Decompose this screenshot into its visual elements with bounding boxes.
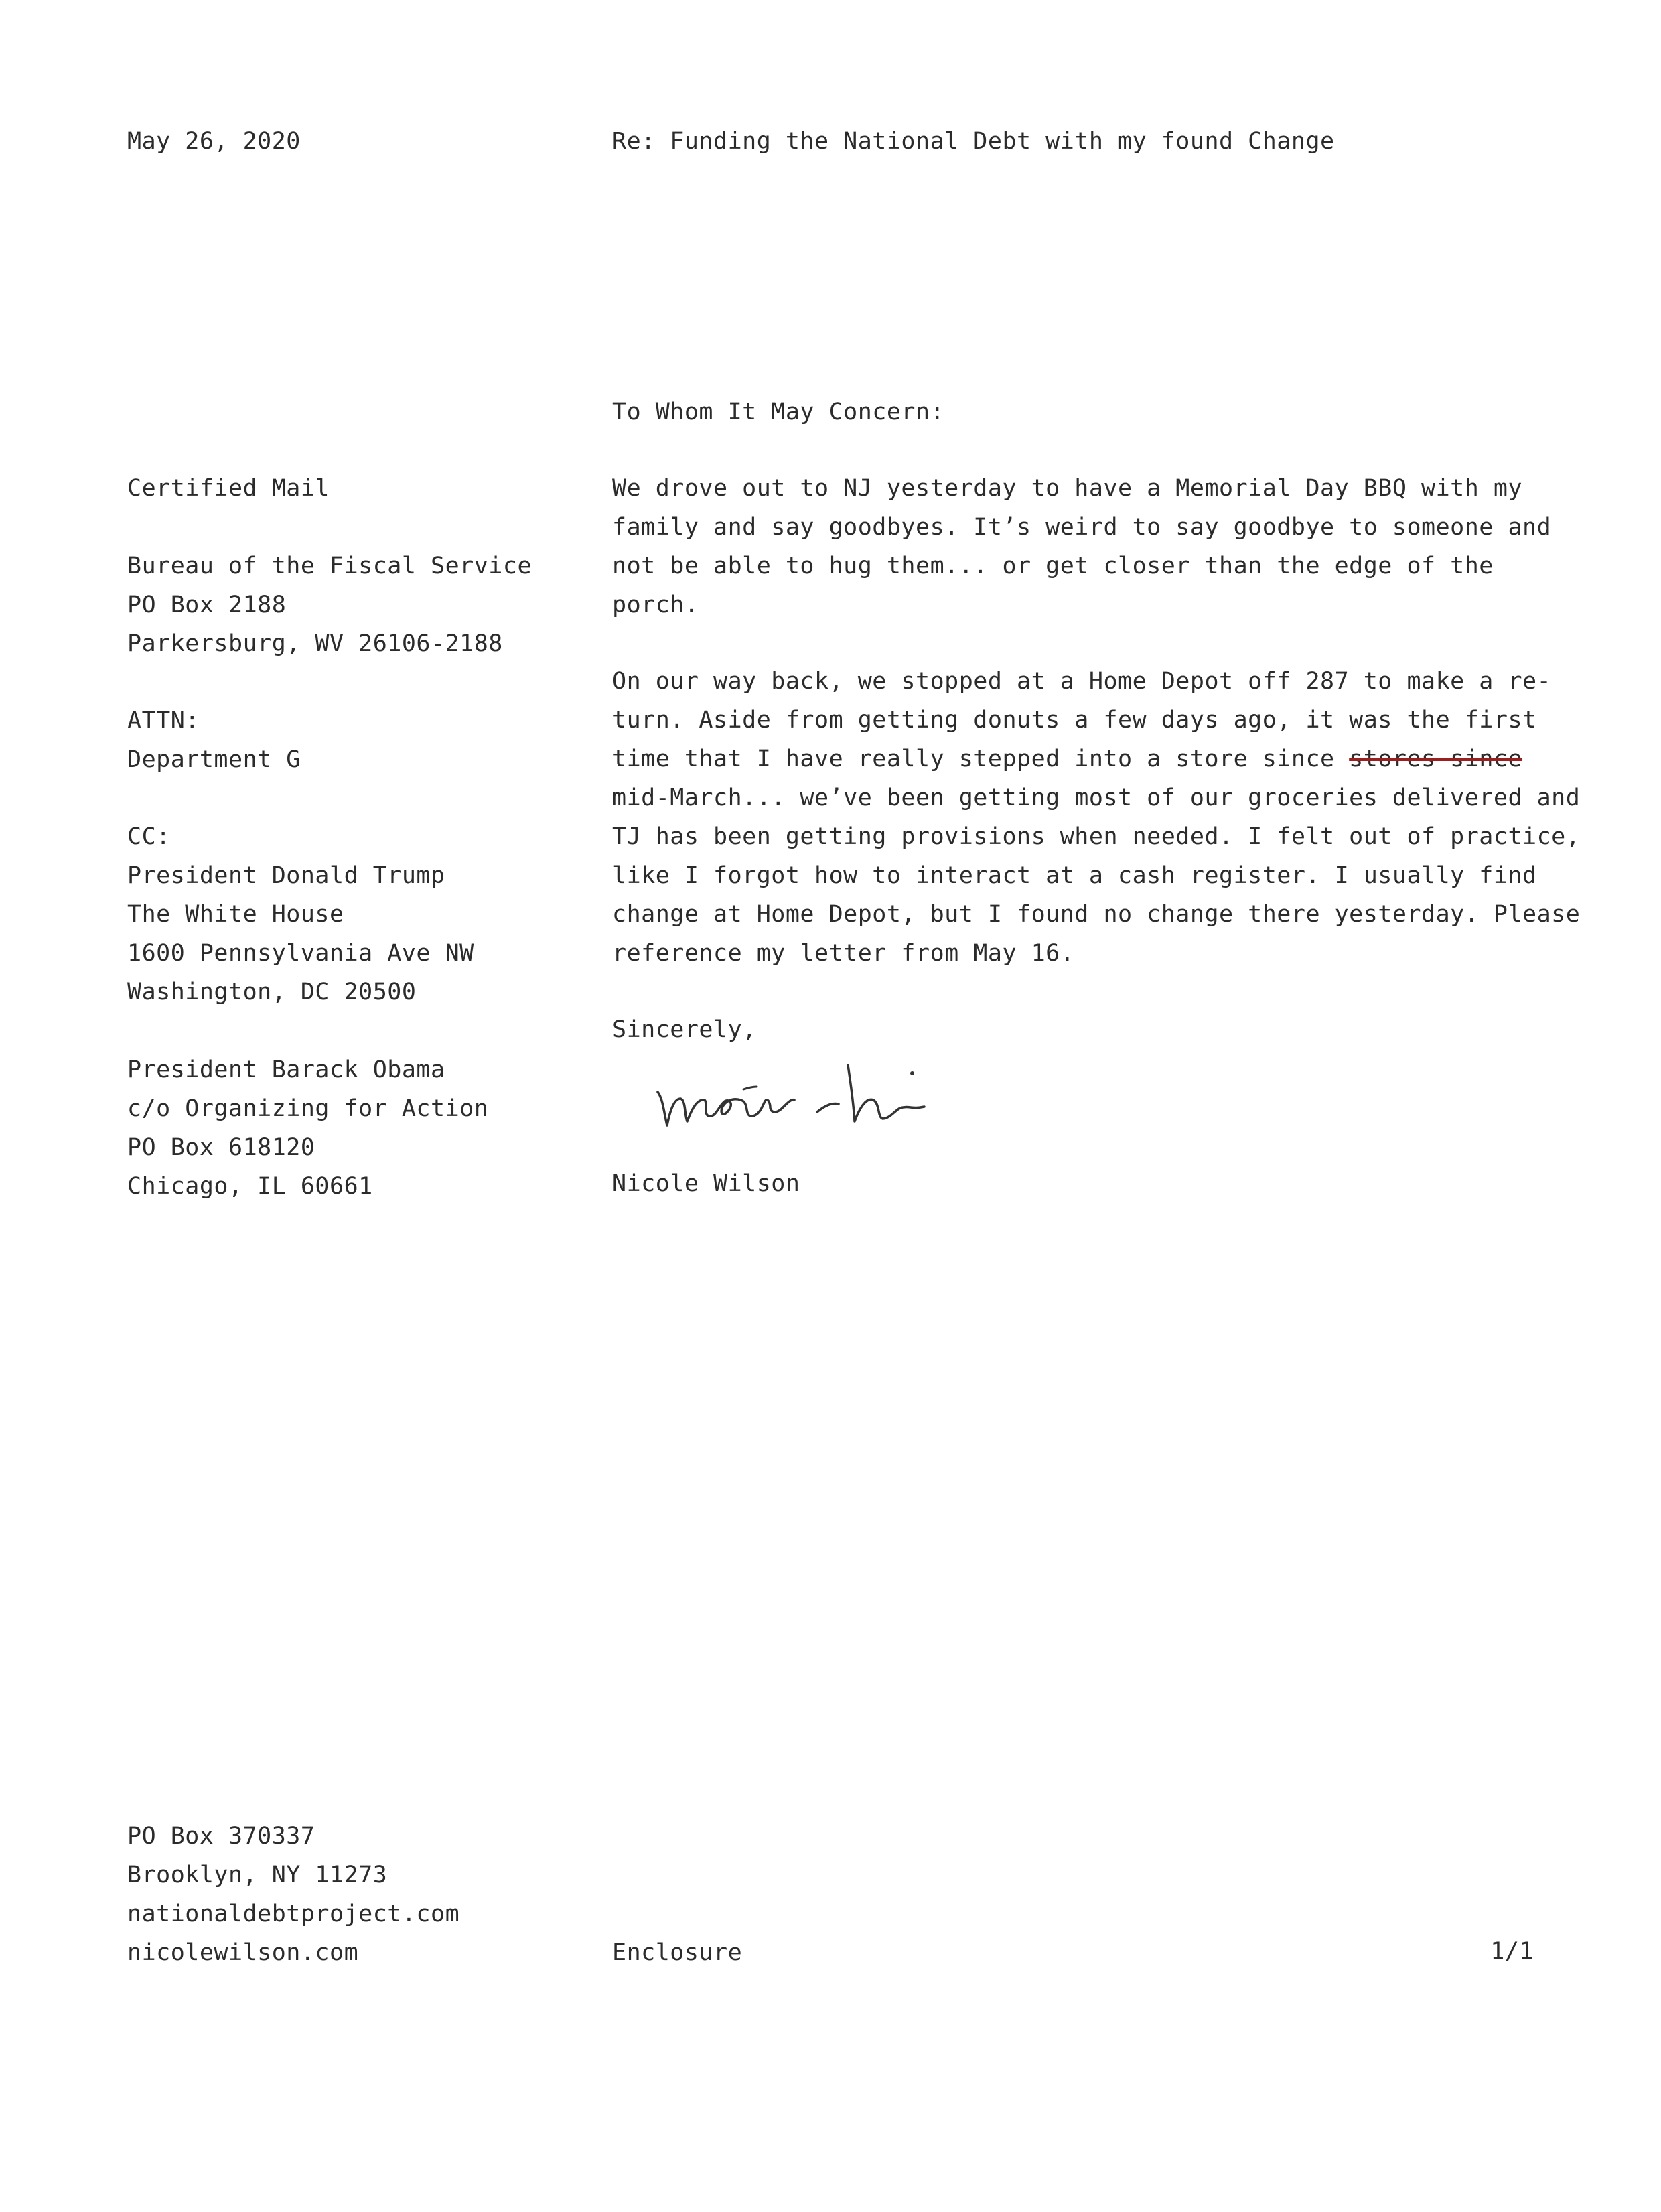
cc-address-line: c/o Organizing for Action	[127, 1095, 489, 1122]
address-line: PO Box 2188	[127, 592, 287, 618]
sender-website: nicolewilson.com	[127, 1939, 359, 1966]
cc-label: CC:	[127, 823, 171, 850]
enclosure-note: Enclosure	[612, 1939, 743, 1966]
body-paragraph-2	[612, 662, 1580, 973]
letter-subject: Re: Funding the National Debt with my found Change	[612, 128, 1335, 155]
cc-address-line: Chicago, IL 60661	[127, 1173, 373, 1200]
signer-name: Nicole Wilson	[612, 1170, 800, 1197]
body-line: We drove out to NJ yesterday to have a Memorial Day BBQ with my	[612, 475, 1523, 502]
body-line: turn. Aside from getting donuts a few days ago, it was the first	[612, 707, 1537, 734]
cc-block	[127, 817, 474, 1012]
letter-date: May 26, 2020	[127, 128, 301, 155]
body-paragraph-1	[612, 469, 1551, 624]
body-line: TJ has been getting provisions when needed. I felt out of practice,	[612, 823, 1581, 850]
attn-label: ATTN:	[127, 707, 200, 734]
handwritten-signature	[650, 1052, 951, 1139]
body-line: family and say goodbyes. It’s weird to say goodbye to someone and	[612, 514, 1552, 541]
cc-address-line: The White House	[127, 901, 344, 928]
body-line: mid-March... we’ve been getting most of our groceries delivered and	[612, 784, 1581, 811]
sender-website: nationaldebtproject.com	[127, 1900, 460, 1927]
cc-address-line: President Barack Obama	[127, 1056, 445, 1083]
address-line: Parkersburg, WV 26106-2188	[127, 630, 503, 657]
cc-address-line: President Donald Trump	[127, 862, 445, 889]
body-line-text: time that I have really stepped into a store since	[612, 746, 1350, 772]
sender-address-line: Brooklyn, NY 11273	[127, 1862, 388, 1888]
body-line: like I forgot how to interact at a cash register. I usually find	[612, 862, 1537, 889]
sender-address-line: PO Box 370337	[127, 1823, 315, 1850]
closing: Sincerely,	[612, 1016, 757, 1043]
struck-text: stores since	[1349, 746, 1523, 772]
body-line: porch.	[612, 592, 699, 618]
body-line-with-strikeout	[612, 740, 1580, 778]
delivery-method: Certified Mail	[127, 475, 330, 502]
body-line: On our way back, we stopped at a Home Depot off 287 to make a re-	[612, 668, 1552, 695]
cc-address-line: PO Box 618120	[127, 1134, 315, 1161]
cc-address-line: 1600 Pennsylvania Ave NW	[127, 940, 474, 967]
address-line: Bureau of the Fiscal Service	[127, 553, 532, 579]
page-number: 1/1	[1490, 1938, 1534, 1965]
sender-address	[127, 1817, 459, 1972]
body-line: change at Home Depot, but I found no change there yesterday. Please	[612, 901, 1581, 928]
recipient-address	[127, 547, 532, 663]
cc-address-line: Washington, DC 20500	[127, 979, 417, 1006]
attention-block	[127, 701, 301, 779]
body-line: reference my letter from May 16.	[612, 940, 1075, 967]
cc-block-2	[127, 1050, 488, 1206]
body-line: not be able to hug them... or get closer than the edge of the	[612, 553, 1494, 579]
attn-department: Department G	[127, 746, 301, 773]
salutation: To Whom It May Concern:	[612, 399, 945, 425]
